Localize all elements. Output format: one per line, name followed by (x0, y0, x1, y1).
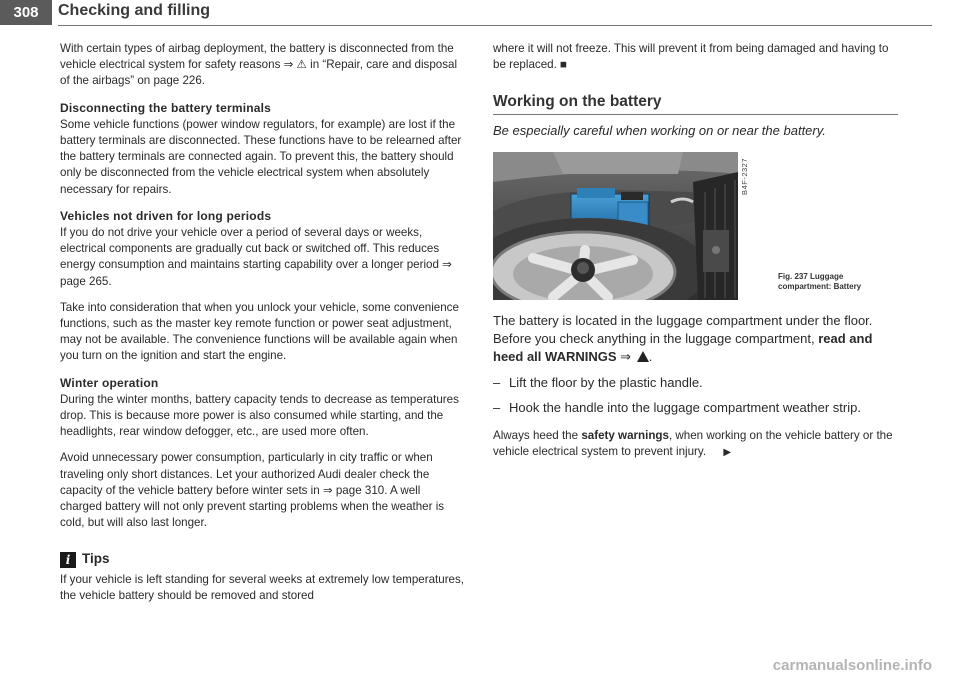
figure-caption (778, 272, 861, 292)
step-item: – Lift the floor by the plastic handle. (493, 374, 898, 392)
warning-triangle-icon (637, 351, 649, 362)
page-header-title: Checking and filling (58, 2, 211, 19)
figure-code: B4F-2327 (740, 158, 749, 196)
figure-caption-line-1: Fig. 237 Luggage (778, 272, 844, 282)
heading-disconnecting: Disconnecting the battery terminals (60, 100, 272, 115)
safety-text-pre: Always heed the (493, 429, 579, 443)
section-intro: Be especially careful when working on or near the battery. (493, 123, 826, 139)
battery-location-text: The battery is located in the luggage compartment under the floor. Before you check anything in the luggage compartment, (493, 313, 873, 347)
tips-paragraph: If your vehicle is left standing for several weeks at extremely low temperatures, the vehicle battery should be removed and stored (60, 572, 465, 602)
section-title: Working on the battery (493, 93, 662, 111)
next-page-arrow-icon: ▶ (723, 447, 732, 459)
disconnect-paragraph: Some vehicle functions (power window regulators, for example) are lost if the battery terminals are disconnected. These functions have to be relearned after the battery terminals are connected again. To prevent this, the battery should only be disconnected from the vehicle electrical system when absolutely necessary for repairs. (60, 117, 462, 196)
info-icon: i (60, 552, 76, 568)
battery-photo (493, 152, 738, 300)
winter-paragraph-2: Avoid unnecessary power consumption, particularly in city traffic or when traveling only short distances. Let your authorized Audi dealer check the capacity of the vehicle battery before winter sets in ⇒ page 310. A well charged battery will not only prevent starting problems when the weather is cold, but will also last longer. (60, 451, 445, 530)
watermark: carmanualsonline.info (772, 657, 932, 674)
step-item: – Hook the handle into the luggage compartment weather strip. (493, 399, 898, 417)
warnings-arrow: ⇒ (620, 349, 632, 365)
safety-emphasis: safety warnings (581, 429, 669, 443)
not-driven-paragraph-2: Take into consideration that when you unlock your vehicle, some convenience functions, such as the master key remote function or power seat adjustment, may not be available. The convenience functions will be available again when you turn on the ignition and start the engine. (60, 300, 459, 363)
winter-paragraph-1: During the winter months, battery capacity tends to decrease as temperatures drop. This is because more power is also consumed while starting, and the headlights, rear window defogger, etc., are used more often. (60, 392, 459, 439)
header-divider (58, 25, 932, 26)
tips-title: Tips (82, 551, 110, 567)
figure-caption-line-2: compartment: Battery (778, 282, 862, 292)
heading-not-driven: Vehicles not driven for long periods (60, 208, 272, 223)
steps-list (493, 374, 898, 417)
safety-paragraph (493, 428, 898, 461)
battery-location-paragraph: The battery is located in the luggage compartment under the floor. Before you check anything in the luggage compartment, read and heed all WARNINGS ⇒ . (493, 313, 873, 365)
left-column (60, 41, 465, 614)
page-number: 308 (0, 0, 52, 25)
tips-heading (60, 551, 465, 567)
safety-text-post: , when working on the vehicle battery or the vehicle electrical system to prevent injury. (493, 429, 893, 459)
airbag-paragraph: With certain types of airbag deployment, the battery is disconnected from the vehicle electrical system for safety reasons ⇒ ⚠ in “Repair, care and disposal of the airbags” on page 226. (60, 42, 458, 88)
right-column (493, 41, 898, 461)
heading-winter: Winter operation (60, 375, 159, 390)
not-driven-paragraph-1: If you do not drive your vehicle over a period of several days or weeks, electrical components are gradually cut back or switched off. This reduces energy consumption and maintains starting capability over a longer period ⇒ page 265. (60, 226, 452, 288)
figure-237 (493, 152, 898, 300)
section-divider (493, 114, 898, 115)
warnings-emphasis: read and heed all WARNINGS (493, 331, 873, 365)
tips-continuation: where it will not freeze. This will prevent it from being damaged and having to be replaced. ■ (493, 42, 889, 72)
